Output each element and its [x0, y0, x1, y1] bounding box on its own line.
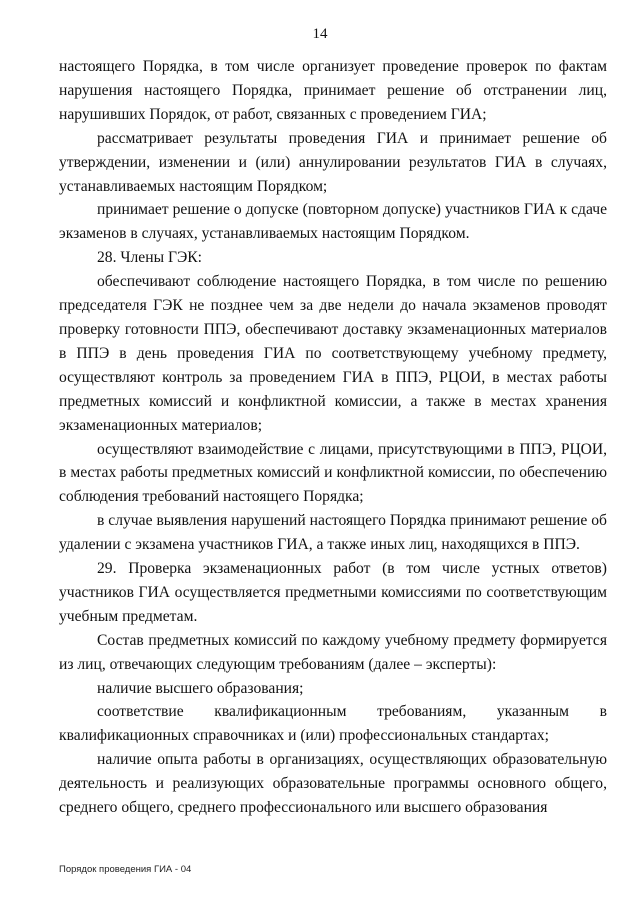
paragraph: настоящего Порядка, в том числе организует проведение проверок по фактам нарушения настоящего Порядка, принимает решение об отстранении лиц, нарушивших Порядок, от работ, связанных с проведением ГИА; — [59, 58, 607, 123]
paragraph: наличие опыта работы в организациях, осуществляющих образовательную деятельность и реализующих образовательные программы основного общего, среднего общего, среднего профессионального или высшего образования — [59, 751, 607, 817]
paragraph: обеспечивают соблюдение настоящего Порядка, в том числе по решению председателя ГЭК не позднее чем за две недели до начала экзаменов проводят проверку готовности ППЭ, обеспечивают доставку экзаменационных материалов в ППЭ в день проведения ГИА по соответствующему учебному предмету, осуществляют контроль за проведением ГИА в ППЭ, РЦОИ, в местах работы предметных комиссий и конфликтной комиссии, а также в местах хранения экзаменационных материалов; — [59, 273, 607, 434]
paragraph: осуществляют взаимодействие с лицами, присутствующими в ППЭ, РЦОИ, в местах работы предметных комиссий и конфликтной комиссии, по обеспечению соблюдения требований настоящего Порядка; — [59, 440, 607, 506]
paragraph: 29. Проверка экзаменационных работ (в том числе устных ответов) участников ГИА осуществляется предметными комиссиями по соответствующим учебным предметам. — [59, 560, 607, 625]
paragraph: соответствие квалификационным требованиям, указанным в квалификационных справочниках и (или) профессиональных стандартах; — [59, 703, 607, 745]
section-heading: 28. Члены ГЭК: — [97, 249, 202, 267]
document-body — [59, 55, 607, 820]
page-footer: Порядок проведения ГИА - 04 — [59, 864, 192, 875]
paragraph: принимает решение о допуске (повторном допуске) участников ГИА к сдаче экзаменов в случаях, устанавливаемых настоящим Порядком. — [59, 201, 607, 243]
paragraph: наличие высшего образования; — [97, 679, 304, 697]
paragraph: в случае выявления нарушений настоящего Порядка принимают решение об удалении с экзамена участников ГИА, а также иных лиц, находящихся в ППЭ. — [59, 512, 607, 554]
paragraph: Состав предметных комиссий по каждому учебному предмету формируется из лиц, отвечающих следующим требованиям (далее – эксперты): — [59, 631, 607, 673]
page-number: 14 — [312, 26, 328, 42]
paragraph: рассматривает результаты проведения ГИА и принимает решение об утверждении, изменении и (или) аннулировании результатов ГИА в случаях, устанавливаемых настоящим Порядком; — [59, 129, 607, 195]
